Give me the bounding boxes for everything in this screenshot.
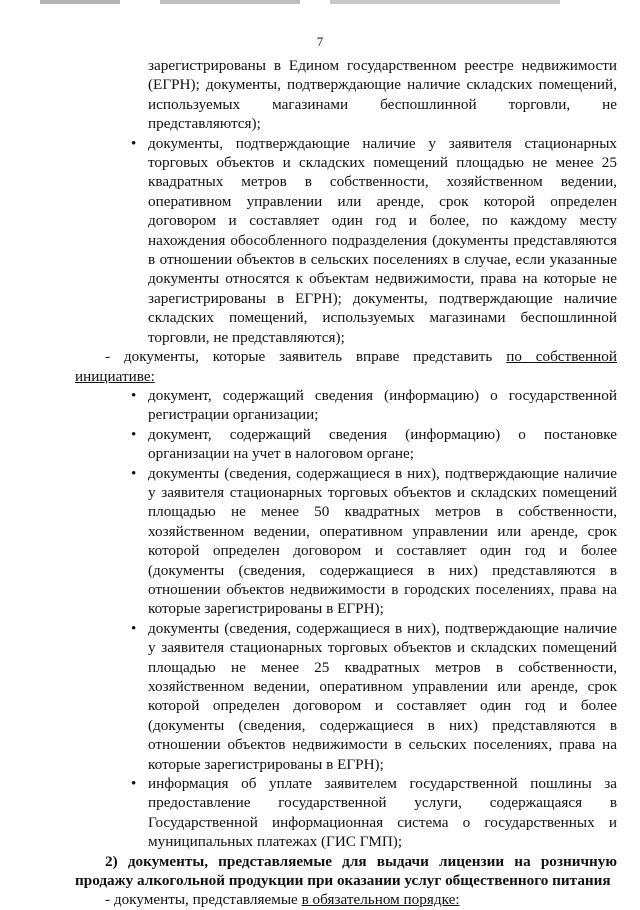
page-number: 7 xyxy=(316,34,324,49)
dash-paragraph xyxy=(75,890,617,909)
bullet-icon: • xyxy=(131,425,137,443)
scan-top-edge xyxy=(0,0,640,4)
underlined-phrase: по собственной инициативе: xyxy=(75,348,617,385)
list-item xyxy=(75,134,617,347)
list-item-text: документы (сведения, содержащиеся в них), подтверждающие наличие у заявителя стационарных торговых объектов и складских помещений площадью не менее 50 квадратных метров в собственности, хозяйственном ведении, оперативном управлении или аренде, срок которой определен договором и составляет один год и более (документы (сведения, содержащиеся в них) представляются в отношении объектов недвижимости в городских поселениях, права на которые зарегистрированы в ЕГРН); xyxy=(148,464,617,618)
document-body xyxy=(75,56,617,910)
list-item-text: документ, содержащий сведения (информацию) о государственной регистрации организации; xyxy=(148,386,617,424)
bullet-icon: • xyxy=(131,619,137,637)
dash-paragraph xyxy=(75,347,617,386)
list-item xyxy=(75,386,617,425)
bullet-icon: • xyxy=(131,386,137,404)
list-item-text: документ, содержащий сведения (информацию) о постановке организации на учет в налоговом органе; xyxy=(148,425,617,463)
section-heading: 2) документы, представляемые для выдачи лицензии на розничную продажу алкогольной продукции при оказании услуг общественного питания xyxy=(75,852,617,890)
list-item-text: документы (сведения, содержащиеся в них), подтверждающие наличие у заявителя стационарных торговых объектов и складских помещений площадью не менее 25 квадратных метров в собственности, хозяйственном ведении, оперативном управлении или аренде, срок которой определен договором и составляет один год и более (документы (сведения, содержащиеся в них) представляются в отношении объектов недвижимости в сельских поселениях, права на которые зарегистрированы в ЕГРН); xyxy=(148,619,617,773)
list-item xyxy=(75,774,617,852)
bullet-icon: • xyxy=(131,134,137,152)
dash-text: - документы, представляемые xyxy=(105,891,302,909)
paragraph-continuation: зарегистрированы в Едином государственном реестре недвижимости (ЕГРН); документы, подтверждающие наличие складских помещений, используемых магазинами беспошлинной торговли, не представляются); xyxy=(148,57,617,133)
list-item-text: информация об уплате заявителем государственной пошлины за предоставление государственной услуги, содержащаяся в Государственной информационная система о государственных и муниципальных платежах (ГИС ГМП); xyxy=(148,775,617,851)
list-item xyxy=(75,425,617,464)
bullet-icon: • xyxy=(131,464,137,482)
list-item-text: документы, подтверждающие наличие у заявителя стационарных торговых объектов и складских помещений площадью не менее 25 квадратных метров в собственности, хозяйственном ведении, оперативном управлении или аренде, срок которой определен договором и составляет один год и более, по каждому месту нахождения обособленного подразделения (документы представляются в отношении объектов в сельских поселениях в случае, если указанные документы относятся к объектам недвижимости, права на которые не зарегистрированы в ЕГРН); документы, подтверждающие наличие складских помещений, используемых магазинами беспошлинной торговли, не представляются); xyxy=(148,134,617,346)
underlined-phrase: в обязательном порядке: xyxy=(301,891,460,909)
list-item xyxy=(75,619,617,774)
bullet-icon: • xyxy=(131,775,137,793)
list-item xyxy=(75,464,617,619)
dash-text: - документы, которые заявитель вправе представить xyxy=(105,348,507,366)
